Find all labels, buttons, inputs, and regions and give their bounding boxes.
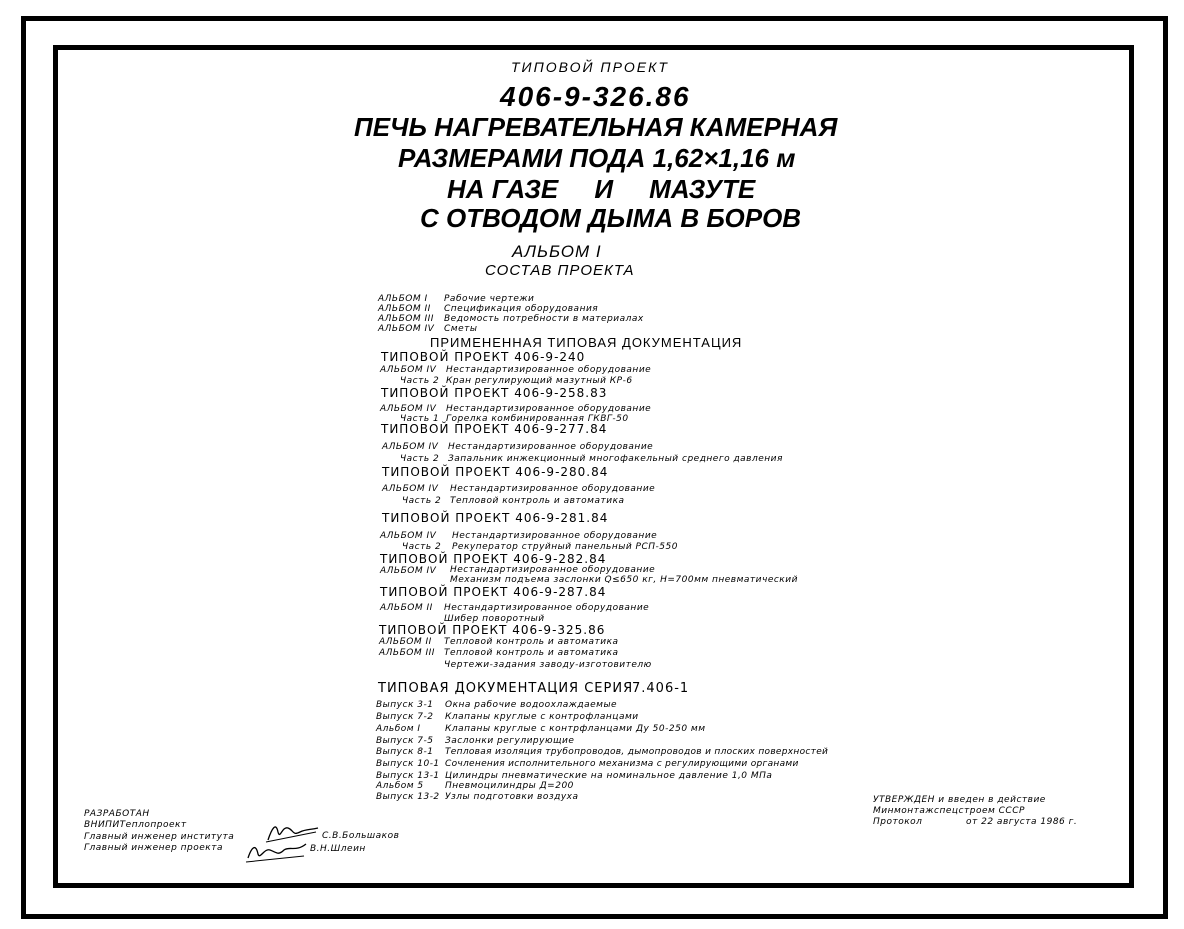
album-text: Рабочие чертежи: [444, 294, 535, 304]
part-text: Кран регулирующий мазутный КР-6: [446, 376, 633, 386]
series-text: Сочленения исполнительного механизма с регулирующими органами: [445, 759, 799, 769]
album-text: Тепловой контроль и автоматика: [444, 648, 619, 658]
album-text: Нестандартизированное оборудование: [446, 365, 652, 375]
series-code: Выпуск 13-2: [376, 792, 440, 802]
part-code: Часть 2: [400, 454, 440, 464]
album-code: АЛЬБОМ II: [379, 637, 432, 647]
series-text: Тепловая изоляция трубопроводов, дымопроводов и плоских поверхностей: [445, 747, 829, 757]
album-text: Нестандартизированное оборудование: [446, 404, 652, 414]
part-text: Шибер поворотный: [444, 614, 545, 624]
signature-2: [244, 838, 310, 864]
album-text: Нестандартизированное оборудование: [450, 565, 656, 575]
album-text: Спецификация оборудования: [444, 304, 599, 314]
part-code: Часть 2: [402, 496, 442, 506]
project-title: ТИПОВОЙ ПРОЕКТ 406-9-258.83: [381, 386, 608, 400]
album-text: Нестандартизированное оборудование: [444, 603, 650, 613]
developer-role2: Главный инженер проекта: [84, 843, 223, 853]
approval-line1: УТВЕРЖДЕН и введен в действие: [873, 795, 1046, 805]
series-code: Выпуск 13-1: [376, 771, 440, 781]
album-code: АЛЬБОМ IV: [378, 324, 435, 334]
part-text: Механизм подъема заслонки Q≤650 кг, Н=700мм пневматический: [450, 575, 798, 585]
album-code: АЛЬБОМ IV: [380, 531, 437, 541]
part-text: Тепловой контроль и автоматика: [450, 496, 625, 506]
album-text: Ведомость потребности в материалах: [444, 314, 644, 324]
series-number: 7.406-1: [632, 681, 690, 696]
project-title: ТИПОВОЙ ПРОЕКТ 406-9-277.84: [381, 422, 608, 436]
title-line3: НА ГАЗЕ И МАЗУТЕ: [447, 174, 756, 204]
series-text: Узлы подготовки воздуха: [445, 792, 579, 802]
project-title: ТИПОВОЙ ПРОЕКТ 406-9-325.86: [379, 623, 606, 637]
approval-line2: Минмонтажспецстроем СССР: [873, 806, 1025, 816]
composition-label: СОСТАВ ПРОЕКТА: [485, 262, 635, 279]
album-code: АЛЬБОМ IV: [380, 365, 437, 375]
title-line1: ПЕЧЬ НАГРЕВАТЕЛЬНАЯ КАМЕРНАЯ: [354, 112, 838, 142]
series-code: Выпуск 7-5: [376, 736, 434, 746]
series-title: ТИПОВАЯ ДОКУМЕНТАЦИЯ СЕРИЯ: [378, 681, 634, 696]
album-code: АЛЬБОМ IV: [380, 404, 437, 414]
series-code: Выпуск 7-2: [376, 712, 434, 722]
album-code: АЛЬБОМ IV: [382, 484, 439, 494]
applied-heading: ПРИМЕНЕННАЯ ТИПОВАЯ ДОКУМЕНТАЦИЯ: [430, 335, 743, 350]
project-title: ТИПОВОЙ ПРОЕКТ 406-9-280.84: [382, 465, 609, 479]
series-code: Альбом 5: [376, 781, 424, 791]
album-text: Сметы: [444, 324, 478, 334]
series-text: Клапаны круглые с контрфланцами Ду 50-250 мм: [445, 724, 706, 734]
series-code: Выпуск 8-1: [376, 747, 434, 757]
series-text: Цилиндры пневматические на номинальное давление 1,0 МПа: [445, 771, 773, 781]
developer-label: РАЗРАБОТАН: [84, 809, 150, 819]
project-title: ТИПОВОЙ ПРОЕКТ 406-9-287.84: [380, 585, 607, 599]
series-text: Заслонки регулирующие: [445, 736, 575, 746]
part-text: Чертежи-задания заводу-изготовителю: [444, 660, 652, 670]
approval-date: от 22 августа 1986 г.: [966, 817, 1078, 827]
title-line2: РАЗМЕРАМИ ПОДА 1,62×1,16 м: [398, 143, 796, 173]
series-text: Окна рабочие водоохлаждаемые: [445, 700, 618, 710]
project-title: ТИПОВОЙ ПРОЕКТ 406-9-240: [381, 350, 586, 364]
album-text: Тепловой контроль и автоматика: [444, 637, 619, 647]
series-code: Выпуск 10-1: [376, 759, 440, 769]
album-code: АЛЬБОМ IV: [382, 442, 439, 452]
project-title: ТИПОВОЙ ПРОЕКТ 406-9-282.84: [380, 552, 607, 566]
part-code: Часть 2: [402, 542, 442, 552]
album-code: АЛЬБОМ II: [380, 603, 433, 613]
project-number: 406-9-326.86: [500, 81, 691, 112]
part-text: Рекуператор струйный панельный РСП-550: [452, 542, 678, 552]
developer-name1: С.В.Большаков: [322, 831, 400, 841]
album-text: Нестандартизированное оборудование: [448, 442, 654, 452]
series-text: Пневмоцилиндры Д=200: [445, 781, 574, 791]
album-code: АЛЬБОМ III: [379, 648, 435, 658]
part-code: Часть 1: [400, 414, 440, 424]
title-line4: С ОТВОДОМ ДЫМА В БОРОВ: [420, 203, 802, 233]
approval-protocol: Протокол: [873, 817, 923, 827]
album-code: АЛЬБОМ III: [378, 314, 434, 324]
part-code: Часть 2: [400, 376, 440, 386]
developer-role1: Главный инженер института: [84, 832, 235, 842]
album-text: Нестандартизированное оборудование: [450, 484, 656, 494]
part-text: Горелка комбинированная ГКВГ-50: [446, 414, 629, 424]
album-label: АЛЬБОМ I: [512, 242, 602, 261]
part-text: Запальник инжекционный многофакельный среднего давления: [448, 454, 783, 464]
series-text: Клапаны круглые с контрофланцами: [445, 712, 639, 722]
header-line1: ТИПОВОЙ ПРОЕКТ: [511, 59, 669, 75]
series-code: Альбом I: [376, 724, 421, 734]
album-text: Нестандартизированное оборудование: [452, 531, 658, 541]
project-title: ТИПОВОЙ ПРОЕКТ 406-9-281.84: [382, 511, 609, 525]
album-code: АЛЬБОМ I: [378, 294, 428, 304]
developer-name2: В.Н.Шлеин: [310, 844, 366, 854]
developer-org: ВНИПИТеплопроект: [84, 820, 187, 830]
album-code: АЛЬБОМ II: [378, 304, 431, 314]
series-code: Выпуск 3-1: [376, 700, 434, 710]
album-code: АЛЬБОМ IV: [380, 566, 437, 576]
